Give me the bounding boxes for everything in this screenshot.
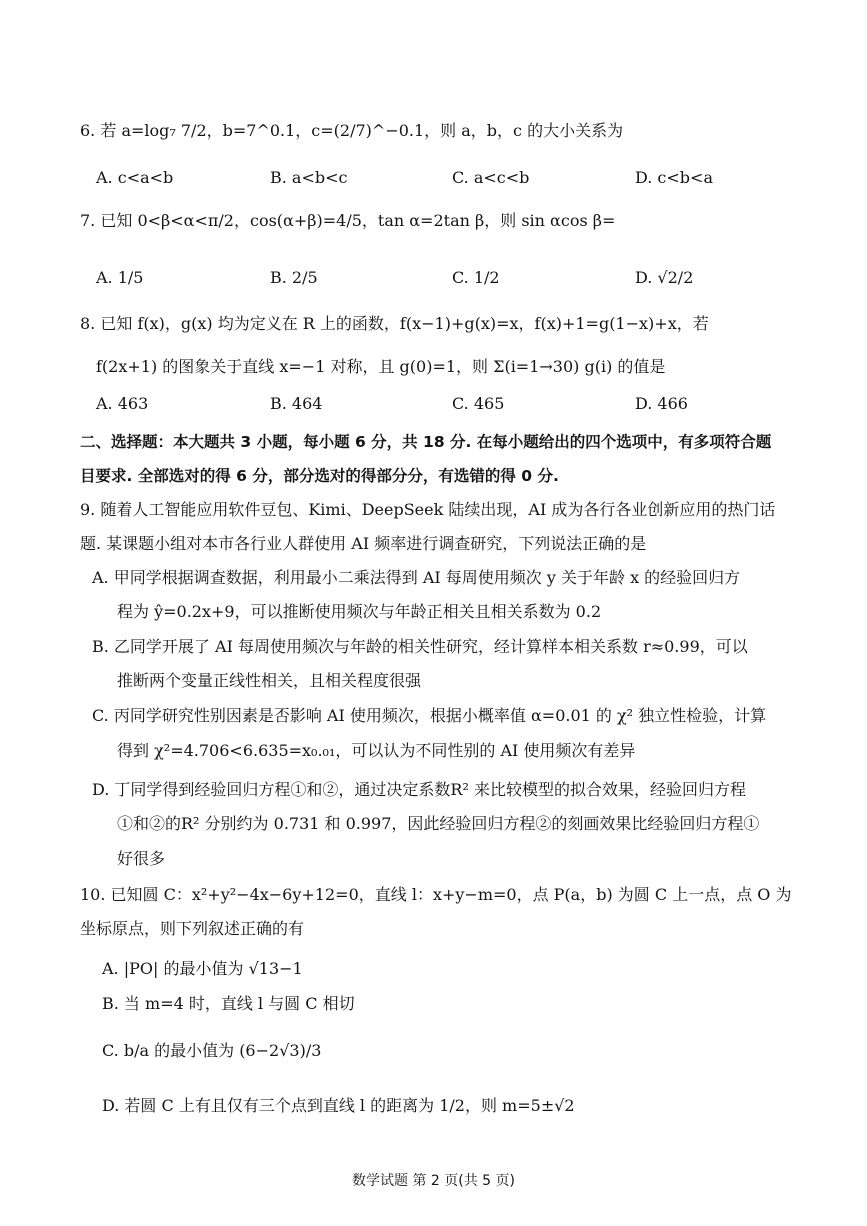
q9-option-c-line1: C. 丙同学研究性别因素是否影响 AI 使用频次，根据小概率值 α=0.01 的 χ² 独立性检验，计算 bbox=[92, 706, 767, 725]
page-footer: 数学试题 第 2 页(共 5 页) bbox=[352, 1173, 515, 1189]
q7-option-c: C. 1/2 bbox=[452, 268, 500, 287]
q9-option-d-line2: ①和②的R² 分别约为 0.731 和 0.997，因此经验回归方程②的刻画效果比经验回归方程① bbox=[117, 814, 760, 833]
q10-option-c: C. b/a 的最小值为 (6−2√3)/3 bbox=[102, 1041, 322, 1060]
q10-option-d: D. 若圆 C 上有且仅有三个点到直线 l 的距离为 1/2，则 m=5±√2 bbox=[102, 1096, 575, 1115]
q9-option-d-line3: 好很多 bbox=[117, 849, 166, 868]
q10-stem-line2: 坐标原点，则下列叙述正确的有 bbox=[80, 919, 305, 938]
q8-option-b: B. 464 bbox=[270, 394, 323, 413]
q9-stem-line2: 题. 某课题小组对本市各行业人群使用 AI 频率进行调查研究，下列说法正确的是 bbox=[80, 534, 647, 553]
q9-option-b-line1: B. 乙同学开展了 AI 每周使用频次与年龄的相关性研究，经计算样本相关系数 r≈0.99，可以 bbox=[92, 637, 748, 656]
q8-stem-line1: 8. 已知 f(x)，g(x) 均为定义在 R 上的函数，f(x−1)+g(x)=x，f(x)+1=g(1−x)+x，若 bbox=[80, 314, 709, 333]
q8-option-c: C. 465 bbox=[452, 394, 505, 413]
q6-option-b: B. a<b<c bbox=[270, 168, 348, 187]
q9-option-a-line2: 程为 ŷ=0.2x+9，可以推断使用频次与年龄正相关且相关系数为 0.2 bbox=[117, 602, 602, 621]
section2-header-line1: 二、选择题：本大题共 3 小题，每小题 6 分，共 18 分. 在每小题给出的四个选项中，有多项符合题 bbox=[80, 433, 772, 451]
q9-option-d-line1: D. 丁同学得到经验回归方程①和②，通过决定系数R² 来比较模型的拟合效果，经验回归方程 bbox=[92, 780, 746, 799]
q8-option-a: A. 463 bbox=[96, 394, 149, 413]
q10-stem-line1: 10. 已知圆 C：x²+y²−4x−6y+12=0，直线 l：x+y−m=0，点 P(a，b) 为圆 C 上一点，点 O 为 bbox=[80, 885, 792, 904]
q8-stem-line2: f(2x+1) 的图象关于直线 x=−1 对称，且 g(0)=1，则 Σ(i=1→30) g(i) 的值是 bbox=[96, 357, 666, 376]
q6-option-a: A. c<a<b bbox=[96, 168, 174, 187]
q6-option-d: D. c<b<a bbox=[635, 168, 713, 187]
q9-option-c-line2: 得到 χ²=4.706<6.635=x₀.₀₁，可以认为不同性别的 AI 使用频次有差异 bbox=[117, 741, 636, 760]
q6-option-c: C. a<c<b bbox=[452, 168, 530, 187]
q10-option-a: A. |PO| 的最小值为 √13−1 bbox=[102, 959, 303, 978]
q9-stem-line1: 9. 随着人工智能应用软件豆包、Kimi、DeepSeek 陆续出现，AI 成为各行各业创新应用的热门话 bbox=[80, 500, 776, 519]
section2-header-line2: 目要求. 全部选对的得 6 分，部分选对的得部分分，有选错的得 0 分. bbox=[80, 467, 559, 485]
q10-option-b: B. 当 m=4 时，直线 l 与圆 C 相切 bbox=[102, 994, 355, 1013]
q7-option-a: A. 1/5 bbox=[96, 268, 144, 287]
q7-stem: 7. 已知 0<β<α<π/2，cos(α+β)=4/5，tan α=2tan β，则 sin αcos β= bbox=[80, 211, 616, 230]
q7-option-b: B. 2/5 bbox=[270, 268, 318, 287]
q6-stem: 6. 若 a=log₇ 7/2，b=7^0.1，c=(2/7)^−0.1，则 a，b，c 的大小关系为 bbox=[80, 121, 624, 140]
q8-option-d: D. 466 bbox=[635, 394, 688, 413]
q9-option-a-line1: A. 甲同学根据调查数据，利用最小二乘法得到 AI 每周使用频次 y 关于年龄 x 的经验回归方 bbox=[92, 568, 741, 587]
q7-option-d: D. √2/2 bbox=[635, 268, 694, 287]
q9-option-b-line2: 推断两个变量正线性相关，且相关程度很强 bbox=[117, 671, 422, 690]
